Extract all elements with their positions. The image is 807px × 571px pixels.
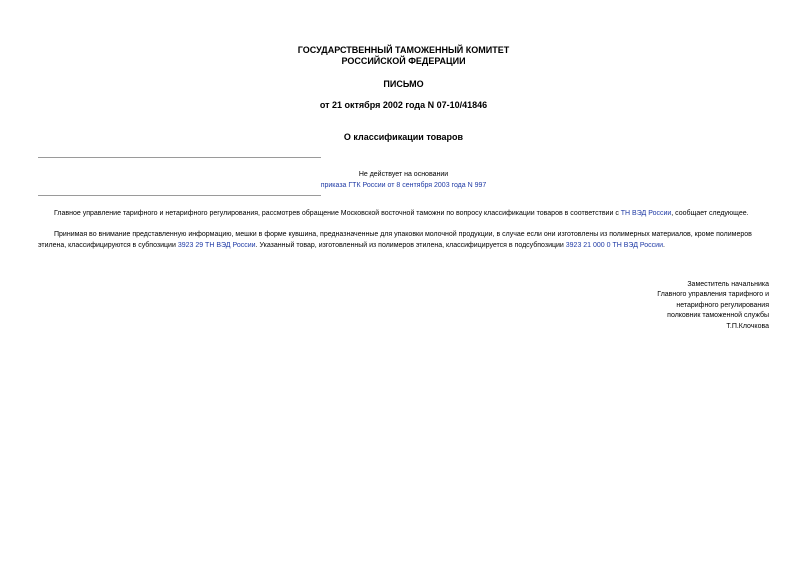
authority-line-2: РОССИЙСКОЙ ФЕДЕРАЦИИ [341, 56, 466, 66]
document-subject: О классификации товаров [343, 132, 464, 142]
paragraph-2-text-start: Принимая во внимание представленную информацию, мешки в форме кувшина, предназначенные для упаковки молочной продукции, в случае если они изготовлены из полимерных материалов, кроме полимеров этилена, классифицируются в субпозиции [38, 231, 752, 249]
body-paragraph-1 [38, 208, 769, 219]
paragraph-2-text-end: . [662, 242, 665, 249]
tn-ved-link[interactable]: ТН ВЭД России [620, 210, 672, 217]
authority-line-1: ГОСУДАРСТВЕННЫЙ ТАМОЖЕННЫЙ КОМИТЕТ [297, 45, 510, 55]
signatory-position-line-2: Главного управления тарифного и [657, 291, 769, 299]
document-date-number: от 21 октября 2002 года N 07-10/41846 [319, 100, 488, 110]
document-type: ПИСЬМО [383, 79, 424, 89]
signatory-rank: полковник таможенной службы [667, 312, 769, 320]
status-link-line [0, 180, 807, 191]
paragraph-2-text-middle: . Указанный товар, изготовленный из полимеров этилена, классифицируется в подсубпозиции [255, 242, 566, 249]
subheading-3923-21-link[interactable]: 3923 21 000 0 ТН ВЭД России [565, 242, 663, 249]
signatory-position-line-3: нетарифного регулирования [676, 301, 769, 309]
issuing-authority [0, 45, 807, 67]
paragraph-1-text-start: Главное управление тарифного и нетарифного регулирования, рассмотрев обращение Московской восточной таможни по вопросу классификации товаров в соответствии с [54, 210, 621, 217]
signature-block [657, 280, 769, 332]
subheading-3923-29-link[interactable]: 3923 29 ТН ВЭД России [177, 242, 256, 249]
status-note: Не действует на основании [358, 171, 449, 178]
signatory-position-line-1: Заместитель начальника [687, 281, 769, 288]
divider-top [38, 157, 321, 158]
repeal-order-link[interactable]: приказа ГТК России от 8 сентября 2003 года N 997 [320, 182, 487, 189]
paragraph-1-text-end: , сообщает следующее. [671, 210, 749, 217]
body-paragraph-2 [38, 229, 769, 251]
signatory-name: Т.П.Клочкова [726, 322, 769, 330]
divider-bottom [38, 195, 321, 196]
